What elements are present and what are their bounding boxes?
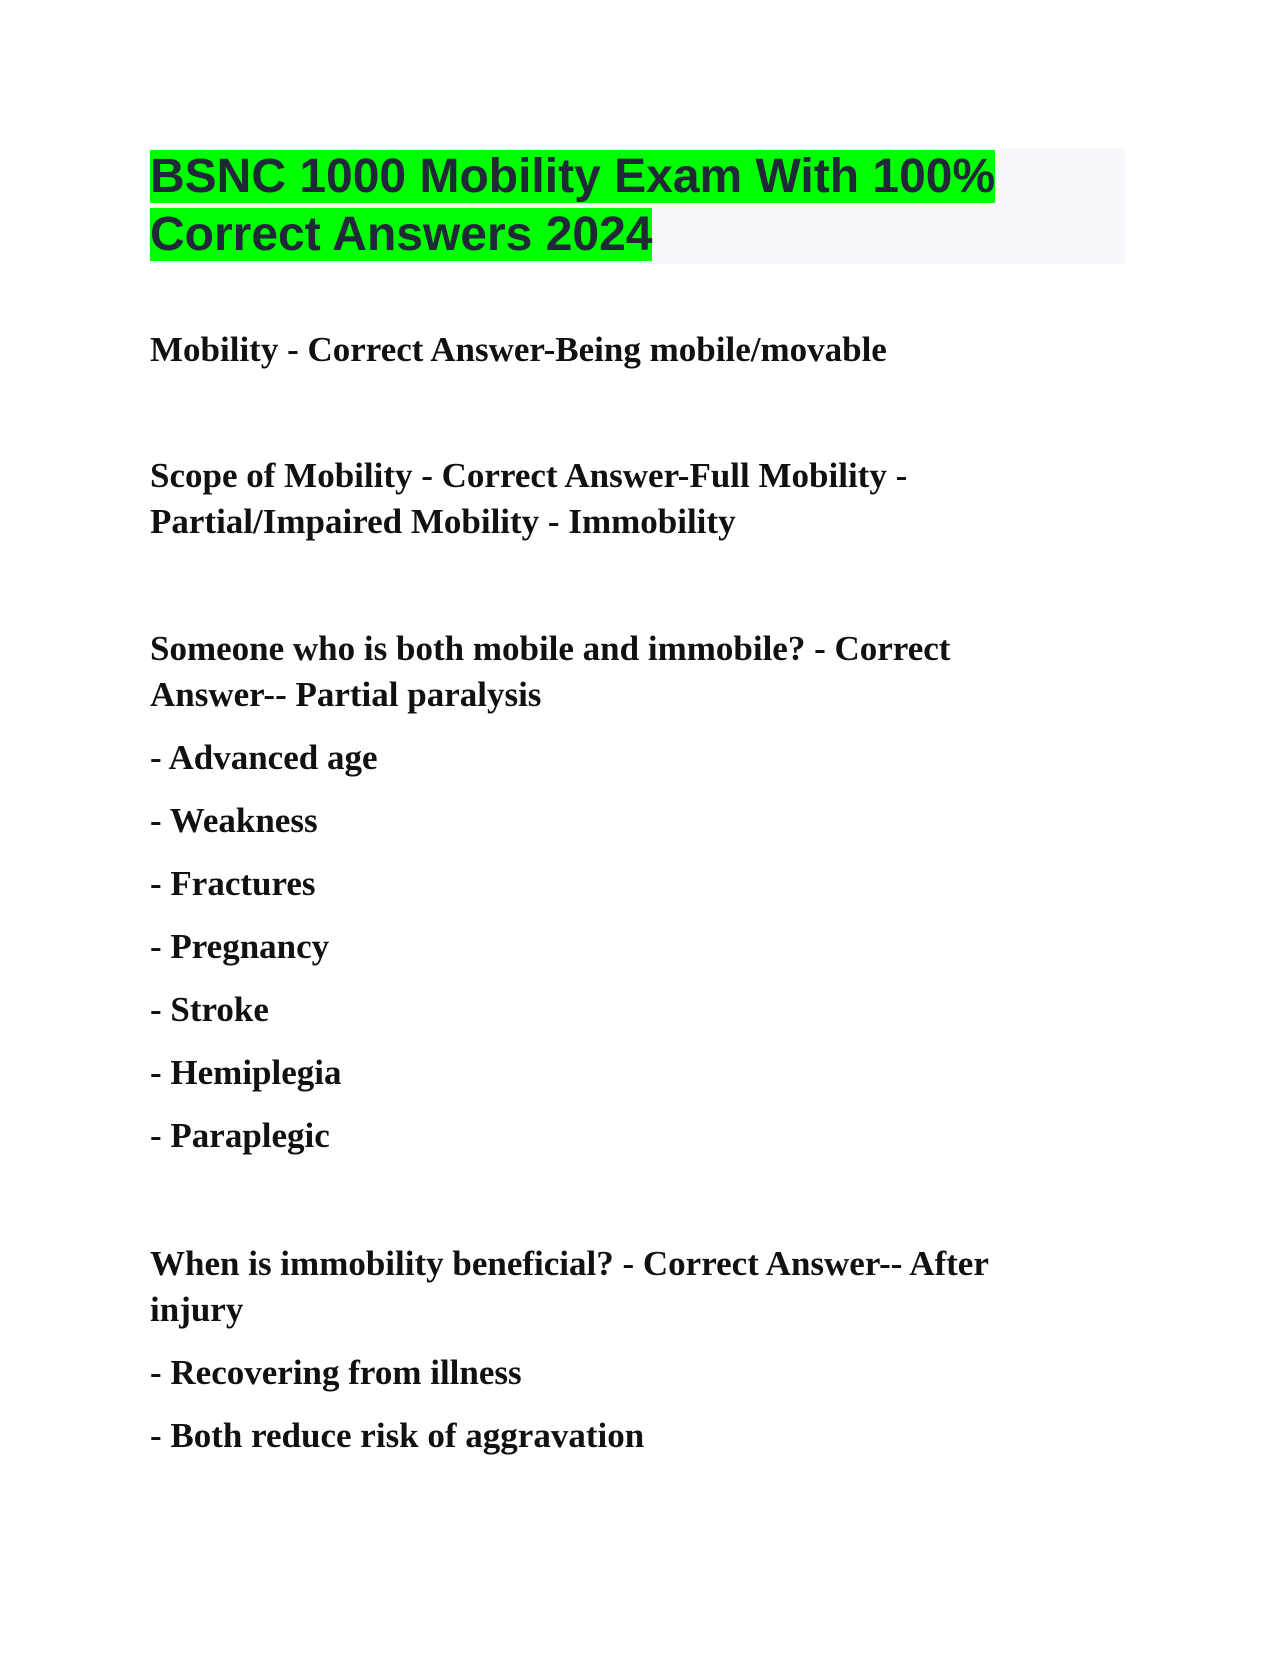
list-item: - Paraplegic (150, 1116, 330, 1155)
qa-scope-line-2: Partial/Impaired Mobility - Immobility (150, 502, 736, 541)
list-item: - Recovering from illness (150, 1353, 522, 1392)
document-title (150, 148, 1125, 264)
title-line-2: Correct Answers 2024 (150, 208, 653, 261)
qa-beneficial-line-1: When is immobility beneficial? - Correct Answer-- After (150, 1244, 989, 1283)
title-line-1: BSNC 1000 Mobility Exam With 100% (150, 150, 996, 203)
list-item: - Advanced age (150, 738, 378, 777)
qa-scope-line-1: Scope of Mobility - Correct Answer-Full Mobility - (150, 456, 908, 495)
list-item: - Fractures (150, 864, 316, 903)
list-item: - Both reduce risk of aggravation (150, 1416, 645, 1455)
list-item: - Weakness (150, 801, 318, 840)
qa-both-line-2: Answer-- Partial paralysis (150, 675, 542, 714)
qa-mobility: Mobility - Correct Answer-Being mobile/movable (150, 330, 887, 369)
list-item: - Hemiplegia (150, 1053, 342, 1092)
qa-beneficial-line-2: injury (150, 1290, 244, 1329)
list-item: - Stroke (150, 990, 269, 1029)
title-block (150, 148, 1125, 264)
list-item: - Pregnancy (150, 927, 330, 966)
qa-both-line-1: Someone who is both mobile and immobile? - Correct (150, 629, 951, 668)
